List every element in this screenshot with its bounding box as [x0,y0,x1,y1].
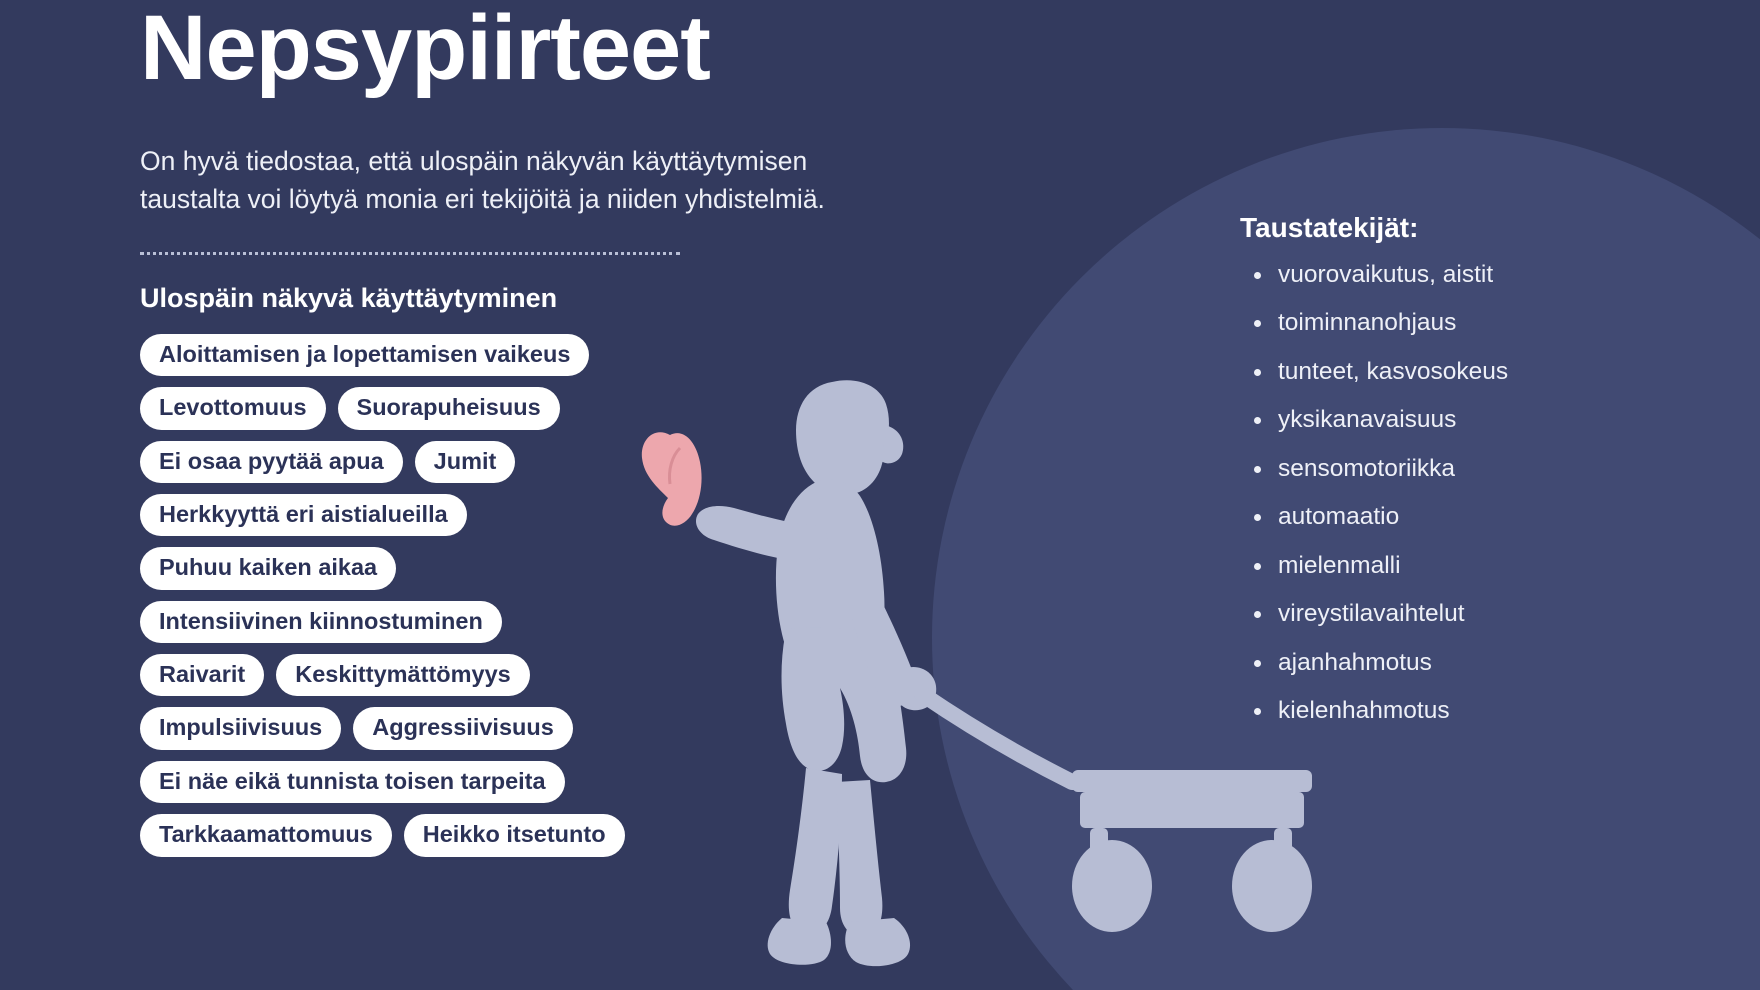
chip-row [140,441,840,483]
chip-row [140,494,840,536]
behaviour-chip: Suorapuheisuus [338,387,560,429]
behaviour-chip-list [140,334,840,857]
wagon [1072,770,1312,932]
list-item: sensomotoriikka [1240,456,1710,483]
chip-row [140,334,840,376]
behaviour-chip: Aggressiivisuus [353,707,573,749]
behaviour-heading: Ulospäin näkyvä käyttäytyminen [140,282,558,313]
chip-row [140,814,840,856]
left-column [140,0,900,868]
behaviour-chip: Heikko itsetunto [404,814,625,856]
chip-row [140,547,840,589]
list-item: vuorovaikutus, aistit [1240,262,1710,289]
list-item: vireystilavaihtelut [1240,601,1710,628]
behaviour-chip: Herkkyyttä eri aistialueilla [140,494,467,536]
list-item: tunteet, kasvosokeus [1240,359,1710,386]
behaviour-chip: Keskittymättömyys [276,654,530,696]
chip-row [140,654,840,696]
chip-row [140,707,840,749]
factors-heading: Taustatekijät: [1240,212,1419,243]
intro-text: On hyvä tiedostaa, että ulospäin näkyvän käyttäytymisen taustalta voi löytyä monia eri tekijöitä ja niiden yhdistelmiä. [140,146,825,215]
list-item: toiminnanohjaus [1240,310,1710,337]
chip-row [140,601,840,643]
behaviour-chip: Puhuu kaiken aikaa [140,547,396,589]
list-item: yksikanavaisuus [1240,407,1710,434]
chip-row [140,387,840,429]
factors-list [1240,262,1710,725]
wagon-handle [922,694,1072,782]
list-item: mielenmalli [1240,553,1710,580]
behaviour-chip: Tarkkaamattomuus [140,814,392,856]
behaviour-chip: Raivarit [140,654,264,696]
behaviour-chip: Levottomuus [140,387,326,429]
behaviour-chip: Aloittamisen ja lopettamisen vaikeus [140,334,589,376]
right-column [1240,212,1710,746]
chip-row [140,761,840,803]
behaviour-chip: Ei näe eikä tunnista toisen tarpeita [140,761,565,803]
behaviour-chip: Jumit [415,441,516,483]
behaviour-chip: Impulsiivisuus [140,707,341,749]
list-item: automaatio [1240,504,1710,531]
page-title: Nepsypiirteet [140,0,710,99]
behaviour-chip: Ei osaa pyytää apua [140,441,403,483]
list-item: ajanhahmotus [1240,650,1710,677]
list-item: kielenhahmotus [1240,698,1710,725]
dotted-divider [140,249,680,255]
behaviour-chip: Intensiivinen kiinnostuminen [140,601,502,643]
